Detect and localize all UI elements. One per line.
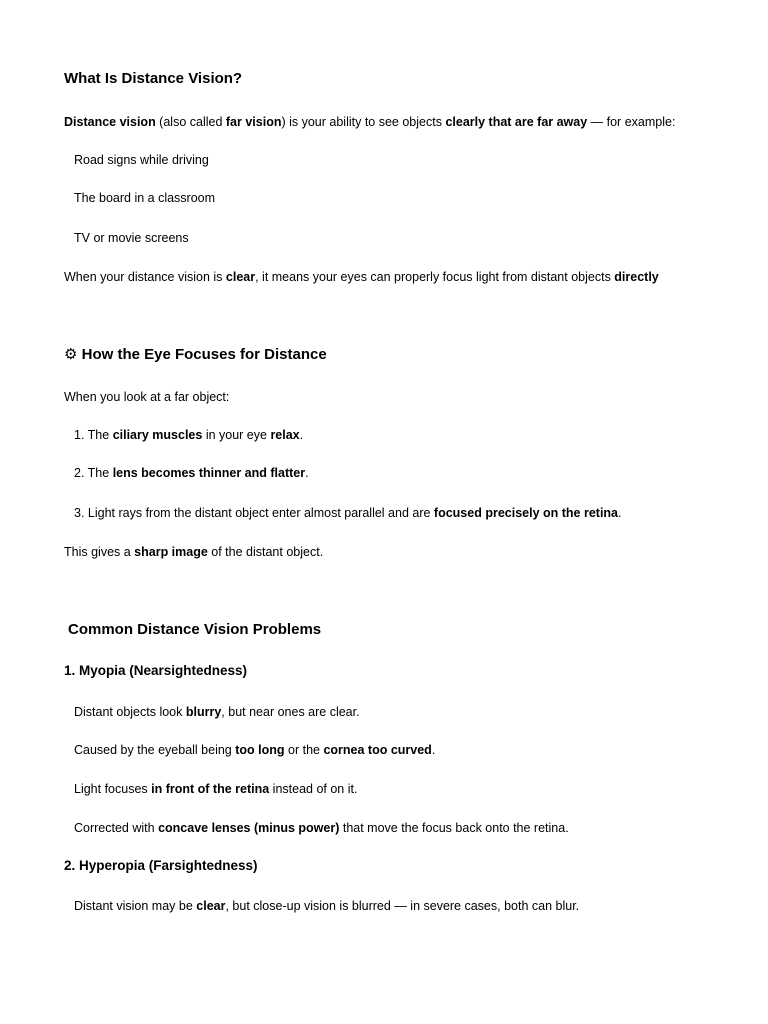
- heading-myopia: 1. Myopia (Nearsightedness): [64, 663, 248, 678]
- term-far-vision: far vision: [225, 115, 282, 129]
- focus-result: This gives a sharp image of the distant object.: [64, 545, 324, 559]
- clear-vision-paragraph: When your distance vision is clear, it means your eyes can properly focus light from distant objects directly: [64, 270, 659, 284]
- focus-step-2: 2. The lens becomes thinner and flatter.: [74, 466, 309, 480]
- hyperopia-point-1: Distant vision may be clear, but close-up vision is blurred — in severe cases, both can blur.: [74, 899, 580, 913]
- example-item: TV or movie screens: [74, 231, 189, 245]
- myopia-point-3: Light focuses in front of the retina instead of on it.: [74, 782, 358, 796]
- myopia-point-2: Caused by the eyeball being too long or the cornea too curved.: [74, 743, 436, 757]
- term-distance-vision: Distance vision: [64, 115, 156, 129]
- heading-how-eye-focuses: ⚙ How the Eye Focuses for Distance: [64, 346, 327, 363]
- example-item: The board in a classroom: [74, 191, 216, 205]
- focus-step-3: 3. Light rays from the distant object enter almost parallel and are focused precisely on the retina.: [74, 506, 622, 520]
- gear-icon: ⚙: [64, 346, 78, 363]
- focus-step-1: 1. The ciliary muscles in your eye relax.: [74, 428, 304, 442]
- myopia-point-4: Corrected with concave lenses (minus power) that move the focus back onto the retina.: [74, 821, 569, 835]
- myopia-point-1: Distant objects look blurry, but near ones are clear.: [74, 705, 360, 719]
- heading-hyperopia: 2. Hyperopia (Farsightedness): [64, 858, 258, 873]
- heading-common-problems: Common Distance Vision Problems: [68, 621, 322, 638]
- intro-paragraph: Distance vision (also called far vision) is your ability to see objects clearly that are far away — for example:: [64, 115, 676, 129]
- heading-what-is-distance-vision: What Is Distance Vision?: [64, 70, 243, 87]
- focus-lead: When you look at a far object:: [64, 390, 230, 404]
- example-item: Road signs while driving: [74, 153, 209, 167]
